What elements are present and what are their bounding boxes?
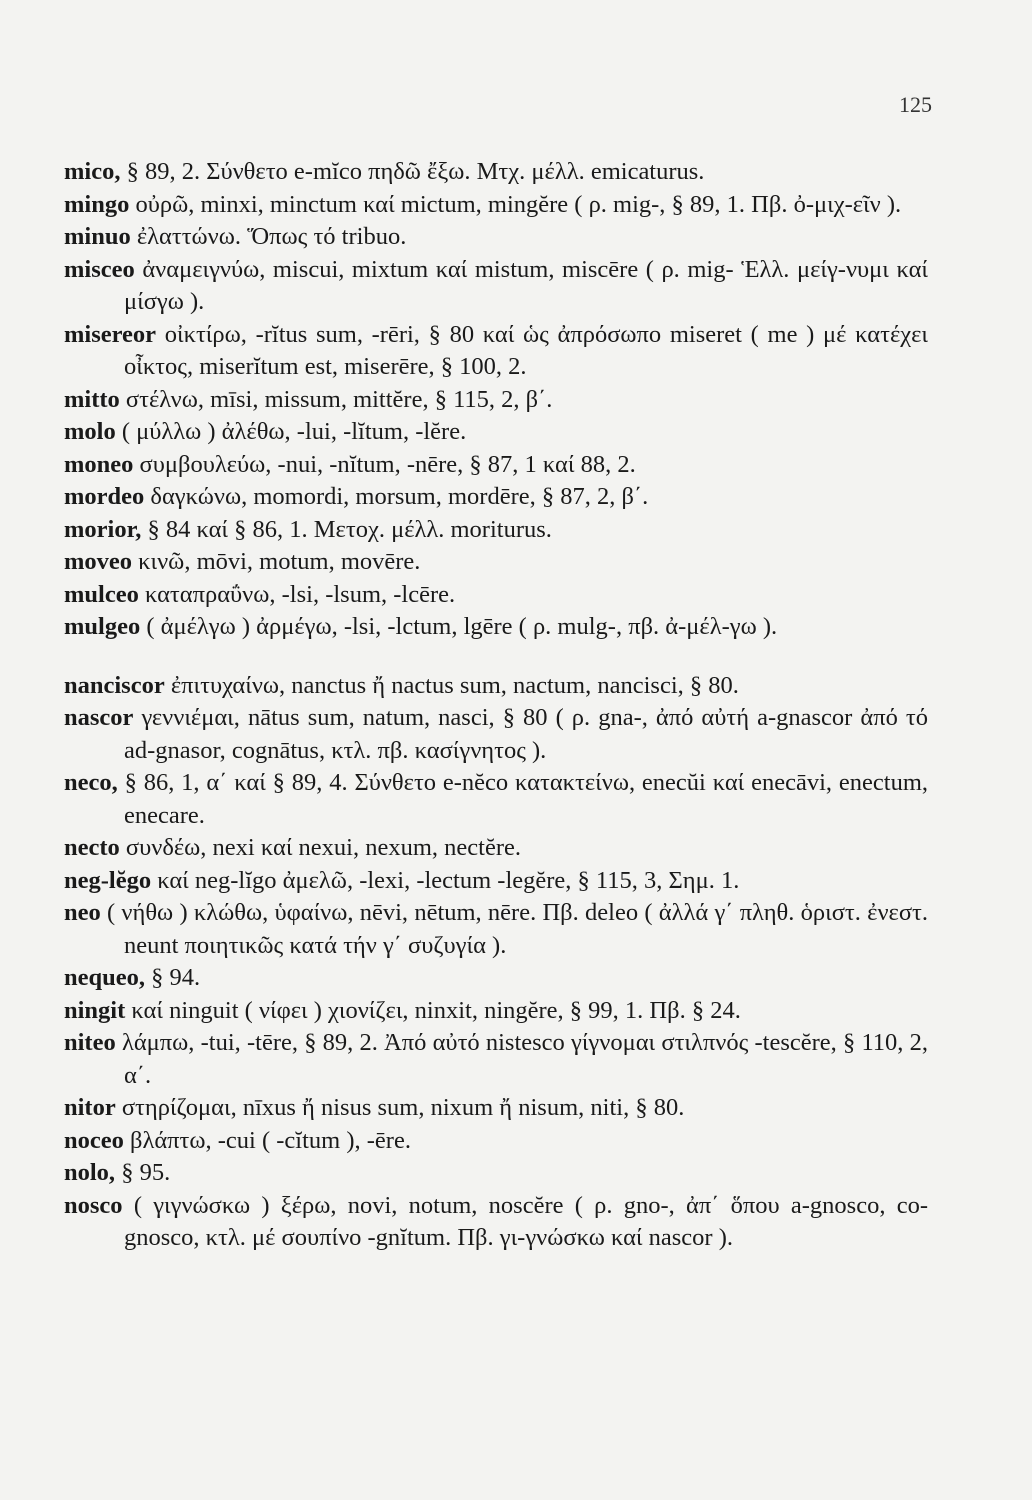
entry-definition: οἰκτίρω, -rĭtus sum, -rēri, § 80 καί ὡς ἀπρόσωπο miseret ( me ) μέ κατέχει οἶκτος, miserĭtum est, miserēre, § 100, 2.	[124, 320, 928, 380]
dictionary-entry	[64, 995, 928, 1028]
entry-lemma: molo	[64, 418, 116, 445]
dictionary-entry	[64, 579, 928, 612]
entry-lemma: noceo	[64, 1126, 124, 1154]
entry-definition: γεννιέμαι, nātus sum, natum, nasci, § 80 ( ρ. gna-, ἀπό αὐτή a-gnascor ἀπό τό ad-gnasor, cognātus, κτλ. πβ. κασίγνητος ).	[124, 704, 929, 764]
entry-lemma: mulceo	[64, 580, 139, 608]
entry-lemma: nequeo,	[64, 964, 146, 991]
entry-definition: καί neg-lĭgo ἀμελῶ, -lexi, -lectum -legĕre, § 115, 3, Σημ. 1.	[157, 866, 740, 894]
entry-definition: καταπραΰνω, -lsi, -lsum, -lcēre.	[144, 580, 456, 608]
entry-definition: κινῶ, mōvi, motum, movēre.	[138, 548, 421, 575]
entry-lemma: nosco	[64, 1191, 123, 1219]
entry-definition: § 95.	[121, 1159, 171, 1186]
dictionary-entry	[64, 962, 928, 995]
dictionary-entry	[64, 221, 928, 254]
entry-lemma: moveo	[64, 548, 133, 575]
dictionary-entry	[64, 1027, 928, 1092]
dictionary-entry	[64, 546, 928, 579]
entry-definition: στέλνω, mīsi, missum, mittĕre, § 115, 2, β΄.	[125, 385, 553, 413]
entry-lemma: ningit	[64, 996, 126, 1024]
entry-definition: ἐπιτυχαίνω, nanctus ἤ nactus sum, nactum, nancisci, § 80.	[170, 671, 739, 699]
entry-definition: ( ἀμέλγω ) ἀρμέγω, -lsi, -lctum, lgēre ( ρ. mulg-, πβ. ἀ-μέλ-γω ).	[146, 613, 778, 640]
entry-definition: ( γιγνώσκω ) ξέρω, novi, notum, noscĕre ( ρ. gno-, ἀπ΄ ὅπου a-gnosco, co-gnosco, κτλ. μέ σουπίνο -gnĭtum. Πβ. γι-γνώσκω καί nascor ).	[124, 1191, 929, 1251]
entry-definition: λάμπω, -tui, -tēre, § 89, 2. Ἀπό αὐτό nistesco γίγνομαι στιλπνός -tescĕre, § 110, 2, α΄.	[121, 1029, 928, 1089]
entry-list	[64, 156, 928, 1255]
entry-lemma: neo	[64, 899, 101, 926]
dictionary-entry	[64, 416, 928, 449]
entry-definition: στηρίζομαι, nīxus ἤ nisus sum, nixum ἤ nisum, niti, § 80.	[121, 1094, 685, 1121]
entry-definition: ( νήθω ) κλώθω, ὑφαίνω, nēvi, nētum, nēre. Πβ. deleo ( ἀλλά γ΄ πληθ. ὁριστ. ἐνεστ. neunt ποιητικῶς κατά τήν γ΄ συζυγία ).	[107, 899, 928, 959]
dictionary-entry	[64, 254, 928, 319]
entry-definition: συνδέω, nexi καί nexui, nexum, nectĕre.	[125, 834, 521, 861]
entry-lemma: misceo	[64, 255, 135, 283]
entry-lemma: neco,	[64, 769, 118, 796]
dictionary-entry	[64, 670, 928, 703]
dictionary-entry	[64, 514, 928, 547]
entry-lemma: moneo	[64, 450, 134, 478]
entry-lemma: nolo,	[64, 1159, 116, 1186]
entry-definition: ( μύλλω ) ἀλέθω, -lui, -lĭtum, -lĕre.	[121, 418, 467, 445]
dictionary-entry	[64, 319, 928, 384]
dictionary-entry	[64, 1125, 928, 1158]
dictionary-entry	[64, 481, 928, 514]
entry-lemma: necto	[64, 834, 120, 861]
entry-lemma: misereor	[64, 320, 157, 348]
dictionary-entry	[64, 1092, 928, 1125]
dictionary-entry	[64, 865, 928, 898]
entry-definition: οὐρῶ, minxi, minctum καί mictum, mingĕre ( ρ. mig-, § 89, 1. Πβ. ὀ-μιχ-εῖν ).	[135, 190, 902, 218]
entry-definition: καί ninguit ( νίφει ) χιονίζει, ninxit, ningĕre, § 99, 1. Πβ. § 24.	[131, 996, 741, 1024]
entry-lemma: nanciscor	[64, 671, 165, 699]
dictionary-entry	[64, 156, 928, 189]
dictionary-entry	[64, 702, 928, 767]
entry-lemma: mitto	[64, 385, 120, 413]
dictionary-entry	[64, 1157, 928, 1190]
entry-lemma: morior,	[64, 515, 142, 543]
dictionary-entry	[64, 189, 928, 222]
dictionary-entry	[64, 767, 928, 832]
entry-lemma: mordeo	[64, 483, 145, 510]
dictionary-entry	[64, 1190, 928, 1255]
entry-definition: ἐλαττώνω. Ὅπως τό tribuo.	[136, 223, 407, 250]
entry-lemma: mingo	[64, 190, 130, 218]
dictionary-entry	[64, 611, 928, 644]
entry-lemma: neg-lĕgo	[64, 866, 152, 894]
dictionary-entry	[64, 832, 928, 865]
entry-definition: § 94.	[151, 964, 201, 991]
page-number: 125	[899, 92, 932, 117]
entry-definition: δαγκώνω, momordi, morsum, mordēre, § 87, 2, β΄.	[150, 483, 649, 510]
entry-lemma: niteo	[64, 1029, 116, 1056]
entry-lemma: minuo	[64, 223, 131, 250]
entry-lemma: nitor	[64, 1094, 116, 1121]
entry-lemma: nascor	[64, 704, 134, 731]
entry-lemma: mico,	[64, 158, 121, 185]
entry-definition: § 84 καί § 86, 1. Μετοχ. μέλλ. moriturus.	[147, 515, 552, 543]
entry-lemma: mulgeo	[64, 613, 141, 640]
dictionary-entry	[64, 384, 928, 417]
entry-definition: συμβουλεύω, -nui, -nĭtum, -nēre, § 87, 1 καί 88, 2.	[139, 450, 636, 478]
entry-definition: § 86, 1, α΄ καί § 89, 4. Σύνθετο e-nĕco κατακτείνω, enecŭi καί enecāvi, enectum, enecare.	[124, 769, 929, 829]
entry-definition: ἀναμειγνύω, miscui, mixtum καί mistum, miscēre ( ρ. mig- Ἑλλ. μείγ-νυμι καί μίσγω ).	[124, 255, 929, 315]
dictionary-entry	[64, 449, 928, 482]
entry-definition: § 89, 2. Σύνθετο e-mĭco πηδῶ ἔξω. Μτχ. μέλλ. emicaturus.	[126, 158, 705, 185]
dictionary-entry	[64, 897, 928, 962]
entry-definition: βλάπτω, -cui ( -cĭtum ), -ēre.	[130, 1126, 411, 1154]
